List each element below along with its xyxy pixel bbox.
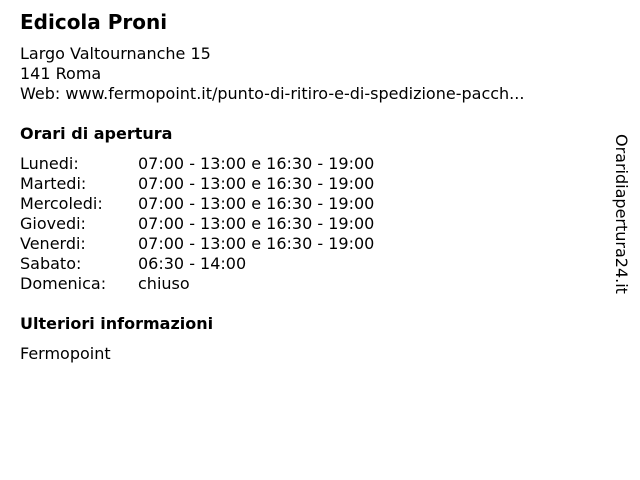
day-hours: 07:00 - 13:00 e 16:30 - 19:00 (138, 234, 375, 253)
day-hours: 07:00 - 13:00 e 16:30 - 19:00 (138, 154, 375, 173)
day-label: Giovedi: (20, 214, 86, 233)
further-info-text: Fermopoint (20, 344, 111, 363)
day-hours: 07:00 - 13:00 e 16:30 - 19:00 (138, 194, 375, 213)
hours-row-tuesday (20, 174, 440, 194)
address-city: 141 Roma (20, 64, 102, 83)
day-hours: 06:30 - 14:00 (138, 254, 247, 273)
hours-row-sunday (20, 274, 440, 294)
day-label: Lunedi: (20, 154, 79, 173)
day-hours: 07:00 - 13:00 e 16:30 - 19:00 (138, 174, 375, 193)
day-label: Sabato: (20, 254, 82, 273)
address-street: Largo Valtournanche 15 (20, 44, 211, 63)
website-link[interactable]: Web: www.fermopoint.it/punto-di-ritiro-e-di-spedizione-pacch... (20, 84, 525, 103)
hours-row-friday (20, 234, 440, 254)
day-hours: 07:00 - 13:00 e 16:30 - 19:00 (138, 214, 375, 233)
hours-row-thursday (20, 214, 440, 234)
day-label: Domenica: (20, 274, 107, 293)
day-label: Mercoledi: (20, 194, 103, 213)
opening-hours-table (20, 154, 440, 294)
address-block (20, 44, 524, 104)
opening-hours-heading: Orari di apertura (20, 124, 173, 143)
day-label: Venerdi: (20, 234, 86, 253)
day-label: Martedi: (20, 174, 87, 193)
hours-row-saturday (20, 254, 440, 274)
site-watermark: Oraridiapertura24.it (612, 134, 631, 294)
day-hours: chiuso (138, 274, 190, 293)
hours-row-monday (20, 154, 440, 174)
further-info-heading: Ulteriori informazioni (20, 314, 214, 333)
business-name: Edicola Proni (20, 10, 168, 34)
hours-row-wednesday (20, 194, 440, 214)
